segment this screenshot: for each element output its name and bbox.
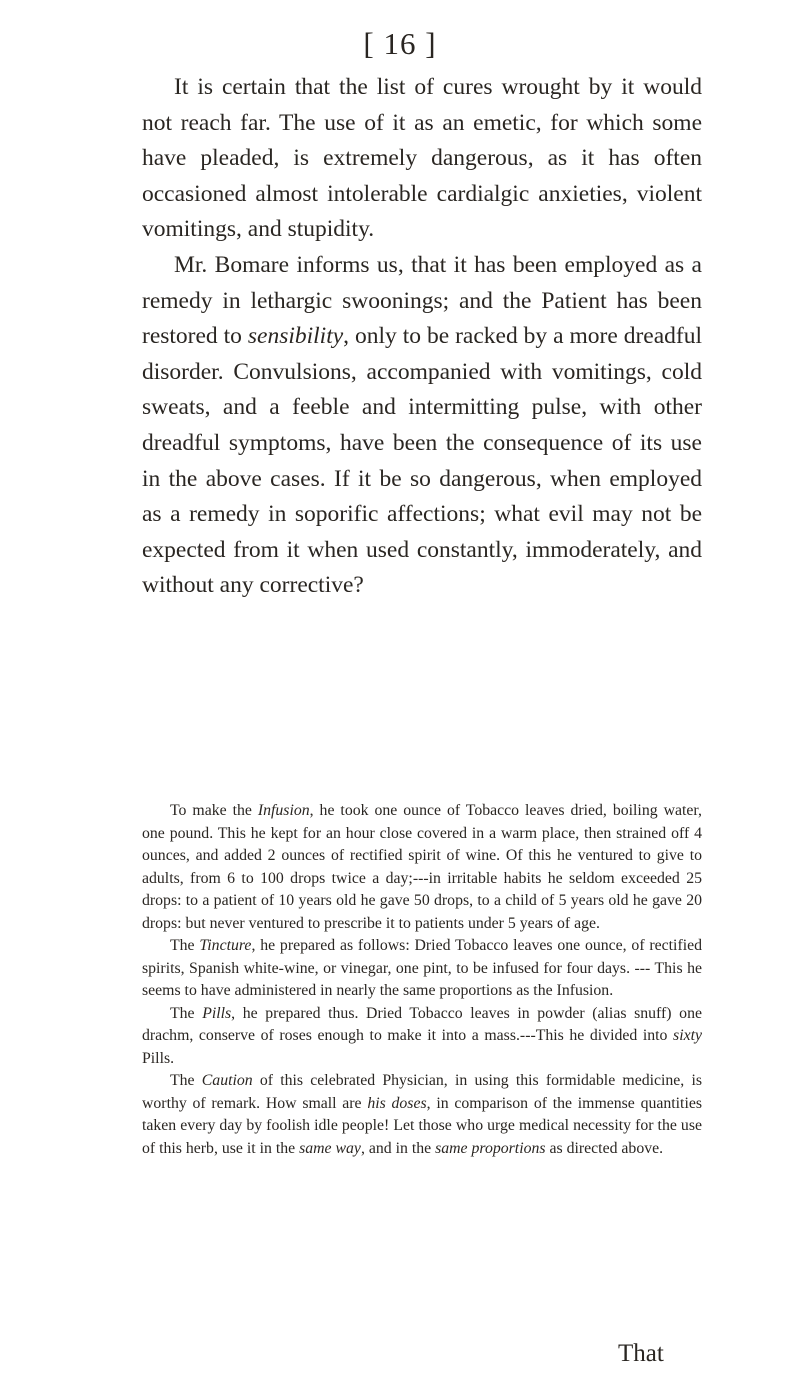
paragraph-list-of-cures: It is certain that the list of cures wrought by it would not reach far. The use of it as an emetic, for which some have pleaded, is extremely dangerous, as it has often occasioned almost intolerable cardialgic anxieties, violent vomitings, and stupidity. xyxy=(142,74,702,243)
note-tincture: The Tincture, he prepared as follows: Dried Tobacco leaves one ounce, of rectified spirits, Spanish white-wine, or vinegar, one pint, to be infused for four days. --- This he seems to have administered in nearly the same proportions as the Infusion. xyxy=(142,937,703,999)
footnotes xyxy=(142,800,702,1160)
page-number: [ 16 ] xyxy=(363,26,437,61)
note-caution: The Caution of this celebrated Physician, in using this formidable medicine, is worthy of remark. How small are his doses, in comparison of the immense quantities taken every day by foolish idle people! Let those who urge medical necessity for the use of this herb, use it in the same way, and in the same proportions as directed above. xyxy=(142,1072,702,1157)
paragraph-bomare: Mr. Bomare informs us, that it has been employed as a remedy in lethargic swoonings; and the Patient has been restored to sensibility, only to be racked by a more dreadful disorder. Convulsions, accompanied with vomitings, cold sweats, and a feeble and intermitting pulse, with other dreadful symptoms, have been the consequence of its use in the above cases. If it be so dangerous, when employed as a remedy in soporific affections; what evil may not be expected from it when used constantly, immoderately, and without any corrective? xyxy=(142,251,702,599)
catchword: That xyxy=(618,1340,664,1367)
note-infusion: To make the Infusion, he took one ounce of Tobacco leaves dried, boiling water, one pound. This he kept for an hour close covered in a warm place, then strained off 4 ounces, and added 2 ounces of rectified spirit of wine. Of this he ventured to give to adults, from 6 to 100 drops twice a day;---in irritable habits he seldom exceeded 25 drops: to a patient of 10 years old he gave 50 drops, to a child of 5 years old he gave 20 drops: but never ventured to prescribe it to patients under 5 years of age. xyxy=(142,802,702,932)
note-pills: The Pills, he prepared thus. Dried Tobacco leaves in powder (alias snuff) one drachm, conserve of roses enough to make it into a mass.---This he divided into sixty Pills. xyxy=(142,1004,702,1067)
main-text xyxy=(142,70,702,604)
